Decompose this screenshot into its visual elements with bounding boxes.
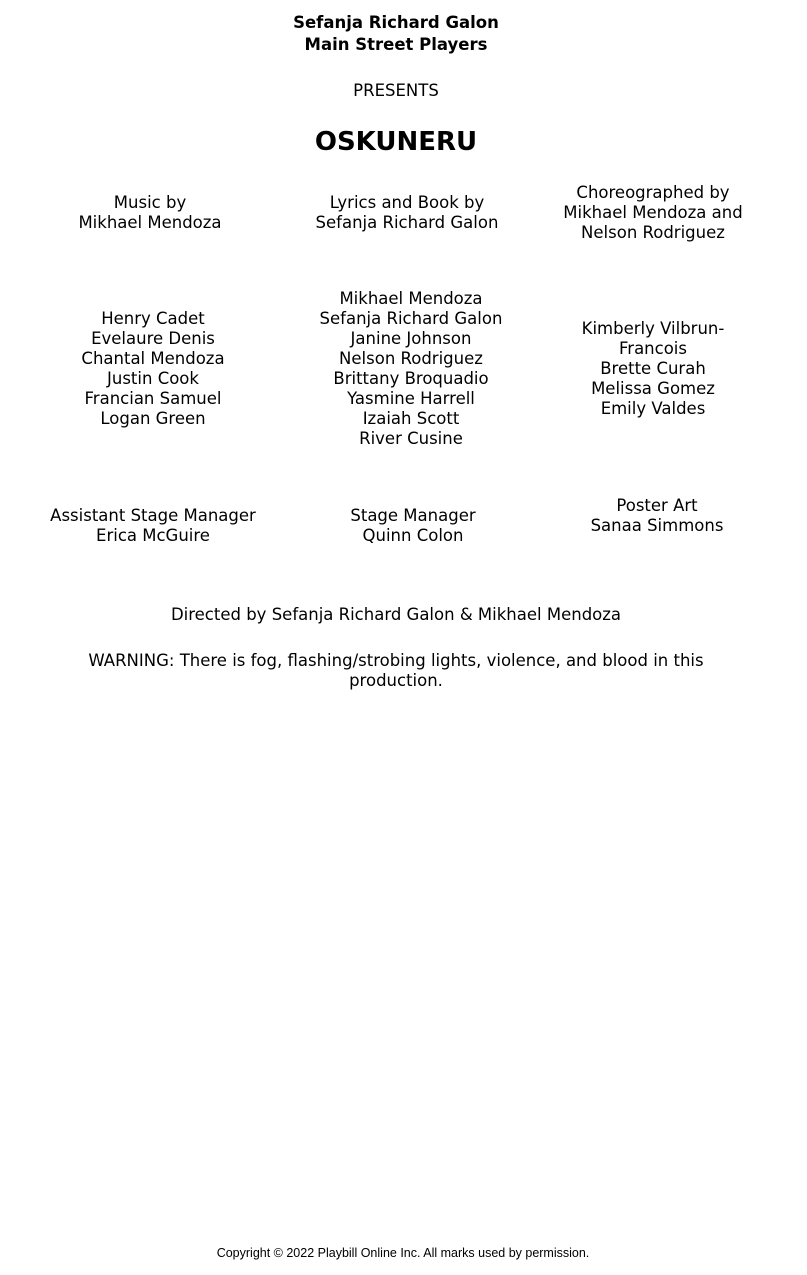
credit-assistant-stage-manager (22, 495, 284, 557)
cast-column-1 (22, 289, 284, 449)
credit-role: Music by (113, 193, 187, 212)
cast-member: Francois (619, 339, 687, 358)
cast-member: River Cusine (359, 429, 463, 448)
credit-stage-manager (282, 495, 544, 557)
credit-name: Erica McGuire (96, 526, 210, 545)
credit-role: Stage Manager (350, 506, 476, 525)
cast-member: Emily Valdes (600, 399, 706, 418)
cast-member: Janine Johnson (350, 329, 472, 348)
content-warning: WARNING: There is fog, flashing/strobing lights, violence, and blood in this production. (88, 651, 704, 690)
cast-member: Kimberly Vilbrun- (581, 319, 725, 338)
credit-choreography (540, 183, 766, 243)
company-name: Main Street Players (304, 35, 488, 54)
cast-member: Justin Cook (107, 369, 199, 388)
cast-member: Evelaure Denis (91, 329, 215, 348)
producer-name: Sefanja Richard Galon (293, 13, 499, 32)
credit-name: Sanaa Simmons (590, 516, 724, 535)
cast-member: Mikhael Mendoza (339, 289, 483, 308)
credit-role: Poster Art (616, 496, 698, 515)
directed-by: Directed by Sefanja Richard Galon & Mikhael Mendoza (170, 605, 622, 624)
show-title: OSKUNERU (314, 127, 478, 157)
credit-name: Sefanja Richard Galon (315, 213, 499, 232)
credit-name: Nelson Rodriguez (581, 223, 725, 242)
credit-lyrics-book (276, 183, 538, 243)
cast-member: Nelson Rodriguez (339, 349, 483, 368)
presents-label: PRESENTS (353, 81, 439, 100)
cast-column-3 (540, 289, 766, 449)
cast-member: Izaiah Scott (362, 409, 460, 428)
cast-member: Yasmine Harrell (347, 389, 475, 408)
credit-role: Lyrics and Book by (329, 193, 485, 212)
credit-name: Quinn Colon (362, 526, 464, 545)
cast-member: Brette Curah (600, 359, 706, 378)
cast-member: Chantal Mendoza (81, 349, 225, 368)
credit-name: Mikhael Mendoza (78, 213, 222, 232)
cast-member: Sefanja Richard Galon (319, 309, 503, 328)
cast-member: Brittany Broquadio (333, 369, 489, 388)
cast-member: Henry Cadet (101, 309, 205, 328)
cast-member: Melissa Gomez (591, 379, 715, 398)
credit-role: Choreographed by (576, 183, 730, 202)
credit-music (18, 183, 282, 243)
cast-member: Francian Samuel (84, 389, 222, 408)
credit-name: Mikhael Mendoza and (563, 203, 743, 222)
cast-member: Logan Green (100, 409, 206, 428)
credit-poster-art (544, 495, 770, 537)
cast-column-2 (280, 289, 542, 449)
copyright-notice: Copyright © 2022 Playbill Online Inc. All marks used by permission. (216, 1246, 590, 1260)
producer-block (0, 12, 792, 56)
credit-role: Assistant Stage Manager (50, 506, 256, 525)
